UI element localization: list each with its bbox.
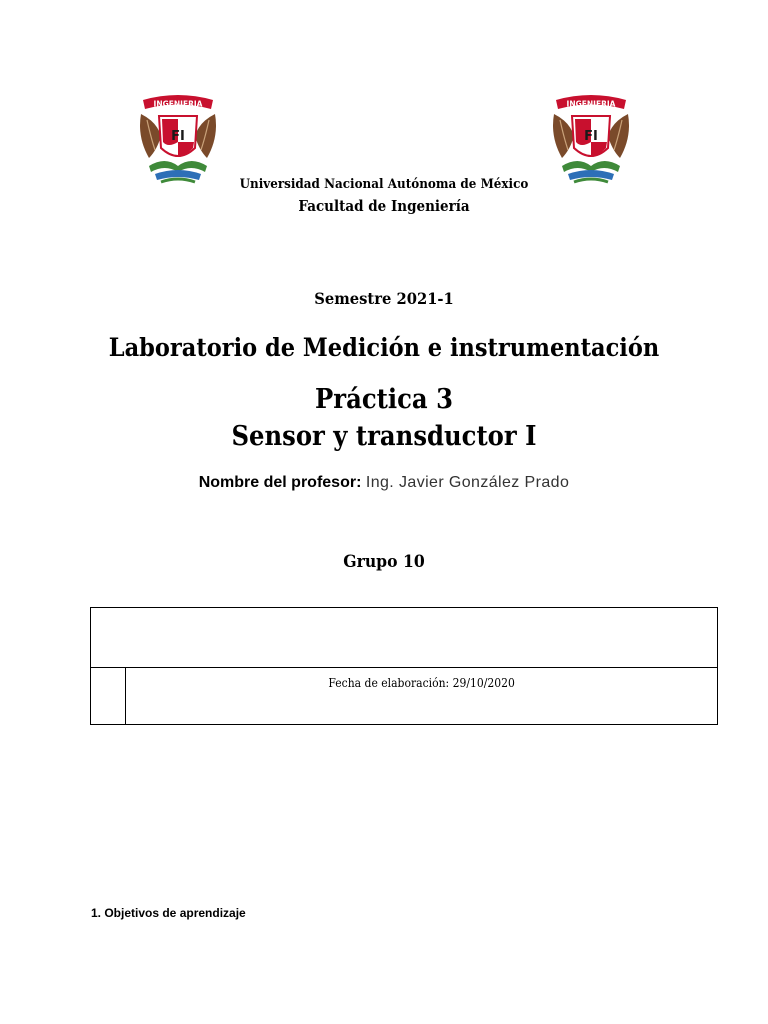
professor-name: Ing. Javier González Prado bbox=[365, 474, 570, 491]
date-cell bbox=[126, 668, 717, 724]
info-table-small-cell bbox=[91, 668, 126, 724]
section-heading-objectives: 1. Objetivos de aprendizaje bbox=[91, 906, 246, 920]
practice-title: Sensor y transductor I bbox=[231, 421, 537, 452]
logo-banner-text: INGENIERIA bbox=[566, 99, 616, 109]
professor-label: Nombre del profesor: bbox=[198, 474, 362, 491]
logo-monogram: FI bbox=[171, 129, 185, 144]
lab-name: Laboratorio de Medición e instrumentación bbox=[108, 333, 660, 362]
university-name: Universidad Nacional Autónoma de México bbox=[239, 177, 529, 192]
group-number: Grupo 10 bbox=[343, 552, 425, 572]
faculty-name: Facultad de Ingeniería bbox=[298, 197, 470, 215]
professor-line bbox=[0, 474, 768, 492]
logo-banner-text: INGENIERIA bbox=[153, 99, 203, 109]
logo-monogram: FI bbox=[584, 129, 598, 144]
info-table-top-row bbox=[91, 608, 717, 668]
practice-number: Práctica 3 bbox=[315, 384, 453, 415]
date-value: 29/10/2020 bbox=[452, 676, 515, 690]
semester: Semestre 2021-1 bbox=[314, 289, 454, 308]
date-label: Fecha de elaboración: bbox=[328, 676, 450, 690]
info-table bbox=[90, 607, 718, 725]
